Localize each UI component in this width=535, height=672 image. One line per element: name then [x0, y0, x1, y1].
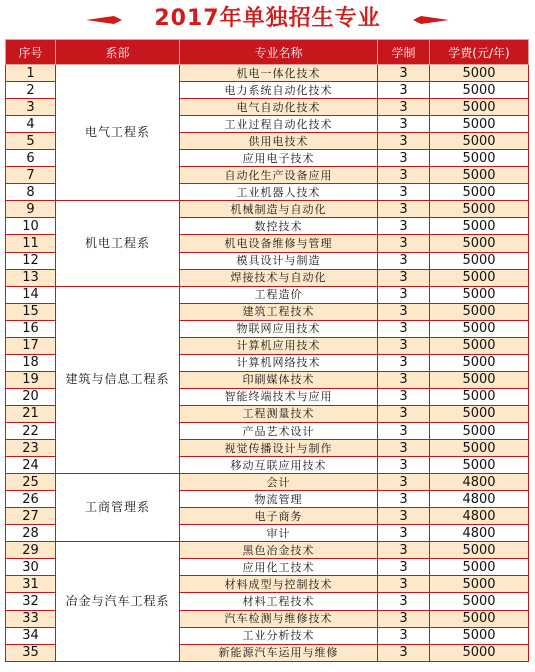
- major-name: 电子商务: [180, 508, 378, 525]
- tuition-fee: 5000: [430, 167, 529, 184]
- major-name: 工业分析技术: [180, 627, 378, 644]
- tuition-fee: 5000: [430, 99, 529, 116]
- tuition-fee: 5000: [430, 371, 529, 388]
- row-number: 24: [6, 457, 56, 474]
- row-number: 2: [6, 82, 56, 99]
- major-name: 电力系统自动化技术: [180, 82, 378, 99]
- row-number: 22: [6, 422, 56, 439]
- major-name: 移动互联应用技术: [180, 457, 378, 474]
- row-number: 20: [6, 388, 56, 405]
- major-name: 材料工程技术: [180, 593, 378, 610]
- row-number: 32: [6, 593, 56, 610]
- major-name: 物联网应用技术: [180, 320, 378, 337]
- department-cell: 机电工程系: [56, 201, 180, 286]
- major-name: 自动化生产设备应用: [180, 167, 378, 184]
- major-name: 黑色冶金技术: [180, 542, 378, 559]
- tuition-fee: 5000: [430, 235, 529, 252]
- department-cell: 冶金与汽车工程系: [56, 542, 180, 661]
- major-name: 焊接技术与自动化: [180, 269, 378, 286]
- row-number: 34: [6, 627, 56, 644]
- tuition-fee: 5000: [430, 150, 529, 167]
- tuition-fee: 5000: [430, 457, 529, 474]
- study-years: 3: [378, 252, 430, 269]
- row-number: 10: [6, 218, 56, 235]
- major-name: 智能终端技术与应用: [180, 388, 378, 405]
- study-years: 3: [378, 491, 430, 508]
- row-number: 11: [6, 235, 56, 252]
- tuition-fee: 5000: [430, 286, 529, 303]
- study-years: 3: [378, 576, 430, 593]
- title-bar: [0, 0, 535, 38]
- tuition-fee: 5000: [430, 320, 529, 337]
- row-number: 14: [6, 286, 56, 303]
- study-years: 3: [378, 201, 430, 218]
- tuition-fee: 5000: [430, 303, 529, 320]
- tuition-fee: 5000: [430, 627, 529, 644]
- study-years: 3: [378, 303, 430, 320]
- tuition-fee: 5000: [430, 422, 529, 439]
- row-number: 33: [6, 610, 56, 627]
- tuition-fee: 5000: [430, 65, 529, 82]
- major-name: 物流管理: [180, 491, 378, 508]
- major-name: 计算机应用技术: [180, 337, 378, 354]
- row-number: 23: [6, 440, 56, 457]
- study-years: 3: [378, 320, 430, 337]
- tuition-fee: 5000: [430, 269, 529, 286]
- tuition-fee: 5000: [430, 133, 529, 150]
- row-number: 7: [6, 167, 56, 184]
- tuition-fee: 5000: [430, 337, 529, 354]
- row-number: 12: [6, 252, 56, 269]
- row-number: 21: [6, 405, 56, 422]
- major-name: 计算机网络技术: [180, 354, 378, 371]
- row-number: 25: [6, 474, 56, 491]
- major-name: 视觉传播设计与制作: [180, 440, 378, 457]
- row-number: 6: [6, 150, 56, 167]
- tuition-fee: 5000: [430, 593, 529, 610]
- major-name: 应用电子技术: [180, 150, 378, 167]
- table-row: [6, 65, 529, 82]
- study-years: 3: [378, 440, 430, 457]
- study-years: 3: [378, 354, 430, 371]
- tuition-fee: 5000: [430, 610, 529, 627]
- study-years: 3: [378, 542, 430, 559]
- row-number: 5: [6, 133, 56, 150]
- department-cell: 电气工程系: [56, 65, 180, 201]
- study-years: 3: [378, 508, 430, 525]
- study-years: 3: [378, 474, 430, 491]
- study-years: 3: [378, 65, 430, 82]
- major-name: 汽车检测与维修技术: [180, 610, 378, 627]
- right-decoration: [413, 10, 449, 30]
- major-name: 会计: [180, 474, 378, 491]
- study-years: 3: [378, 610, 430, 627]
- major-name: 材料成型与控制技术: [180, 576, 378, 593]
- table-row: [6, 542, 529, 559]
- row-number: 15: [6, 303, 56, 320]
- tuition-fee: 5000: [430, 218, 529, 235]
- tuition-fee: 5000: [430, 184, 529, 201]
- major-name: 供用电技术: [180, 133, 378, 150]
- major-name: 机电设备维修与管理: [180, 235, 378, 252]
- tuition-fee: 5000: [430, 440, 529, 457]
- row-number: 1: [6, 65, 56, 82]
- major-name: 产品艺术设计: [180, 422, 378, 439]
- tuition-fee: 5000: [430, 354, 529, 371]
- study-years: 3: [378, 116, 430, 133]
- study-years: 3: [378, 644, 430, 661]
- tuition-fee: 4800: [430, 508, 529, 525]
- major-name: 机械制造与自动化: [180, 201, 378, 218]
- row-number: 29: [6, 542, 56, 559]
- table-row: [6, 474, 529, 491]
- study-years: 3: [378, 99, 430, 116]
- tuition-fee: 4800: [430, 525, 529, 542]
- study-years: 3: [378, 184, 430, 201]
- table-header-row: [6, 40, 529, 65]
- major-name: 工业机器人技术: [180, 184, 378, 201]
- tuition-fee: 5000: [430, 116, 529, 133]
- row-number: 31: [6, 576, 56, 593]
- study-years: 3: [378, 422, 430, 439]
- major-name: 数控技术: [180, 218, 378, 235]
- study-years: 3: [378, 269, 430, 286]
- table-row: [6, 201, 529, 218]
- row-number: 19: [6, 371, 56, 388]
- tuition-fee: 5000: [430, 644, 529, 661]
- study-years: 3: [378, 150, 430, 167]
- department-cell: 工商管理系: [56, 474, 180, 542]
- tuition-fee: 5000: [430, 559, 529, 576]
- row-number: 16: [6, 320, 56, 337]
- row-number: 4: [6, 116, 56, 133]
- major-name: 印刷媒体技术: [180, 371, 378, 388]
- table-row: [6, 286, 529, 303]
- study-years: 3: [378, 405, 430, 422]
- header-department: 系部: [56, 40, 180, 65]
- study-years: 3: [378, 371, 430, 388]
- header-fee: 学费(元/年): [430, 40, 529, 65]
- header-no: 序号: [6, 40, 56, 65]
- major-name: 工业过程自动化技术: [180, 116, 378, 133]
- tuition-fee: 5000: [430, 252, 529, 269]
- tuition-fee: 5000: [430, 405, 529, 422]
- major-name: 新能源汽车运用与维修: [180, 644, 378, 661]
- row-number: 13: [6, 269, 56, 286]
- row-number: 9: [6, 201, 56, 218]
- row-number: 8: [6, 184, 56, 201]
- major-name: 建筑工程技术: [180, 303, 378, 320]
- header-years: 学制: [378, 40, 430, 65]
- tuition-fee: 4800: [430, 474, 529, 491]
- study-years: 3: [378, 82, 430, 99]
- study-years: 3: [378, 627, 430, 644]
- study-years: 3: [378, 167, 430, 184]
- header-major: 专业名称: [180, 40, 378, 65]
- major-name: 审计: [180, 525, 378, 542]
- major-name: 工程造价: [180, 286, 378, 303]
- study-years: 3: [378, 133, 430, 150]
- tuition-fee: 5000: [430, 576, 529, 593]
- study-years: 3: [378, 218, 430, 235]
- study-years: 3: [378, 235, 430, 252]
- tuition-fee: 5000: [430, 542, 529, 559]
- study-years: 3: [378, 457, 430, 474]
- department-cell: 建筑与信息工程系: [56, 286, 180, 474]
- row-number: 27: [6, 508, 56, 525]
- tuition-fee: 5000: [430, 201, 529, 218]
- row-number: 17: [6, 337, 56, 354]
- study-years: 3: [378, 593, 430, 610]
- study-years: 3: [378, 525, 430, 542]
- row-number: 3: [6, 99, 56, 116]
- row-number: 30: [6, 559, 56, 576]
- major-name: 电气自动化技术: [180, 99, 378, 116]
- major-name: 机电一体化技术: [180, 65, 378, 82]
- major-name: 工程测量技术: [180, 405, 378, 422]
- study-years: 3: [378, 286, 430, 303]
- row-number: 26: [6, 491, 56, 508]
- tuition-fee: 4800: [430, 491, 529, 508]
- major-name: 模具设计与制造: [180, 252, 378, 269]
- study-years: 3: [378, 559, 430, 576]
- tuition-fee: 5000: [430, 82, 529, 99]
- tuition-fee: 5000: [430, 388, 529, 405]
- row-number: 18: [6, 354, 56, 371]
- row-number: 28: [6, 525, 56, 542]
- row-number: 35: [6, 644, 56, 661]
- major-name: 应用化工技术: [180, 559, 378, 576]
- majors-table: [5, 39, 529, 662]
- study-years: 3: [378, 388, 430, 405]
- study-years: 3: [378, 337, 430, 354]
- page-title: 2017年单独招生专业: [154, 6, 381, 31]
